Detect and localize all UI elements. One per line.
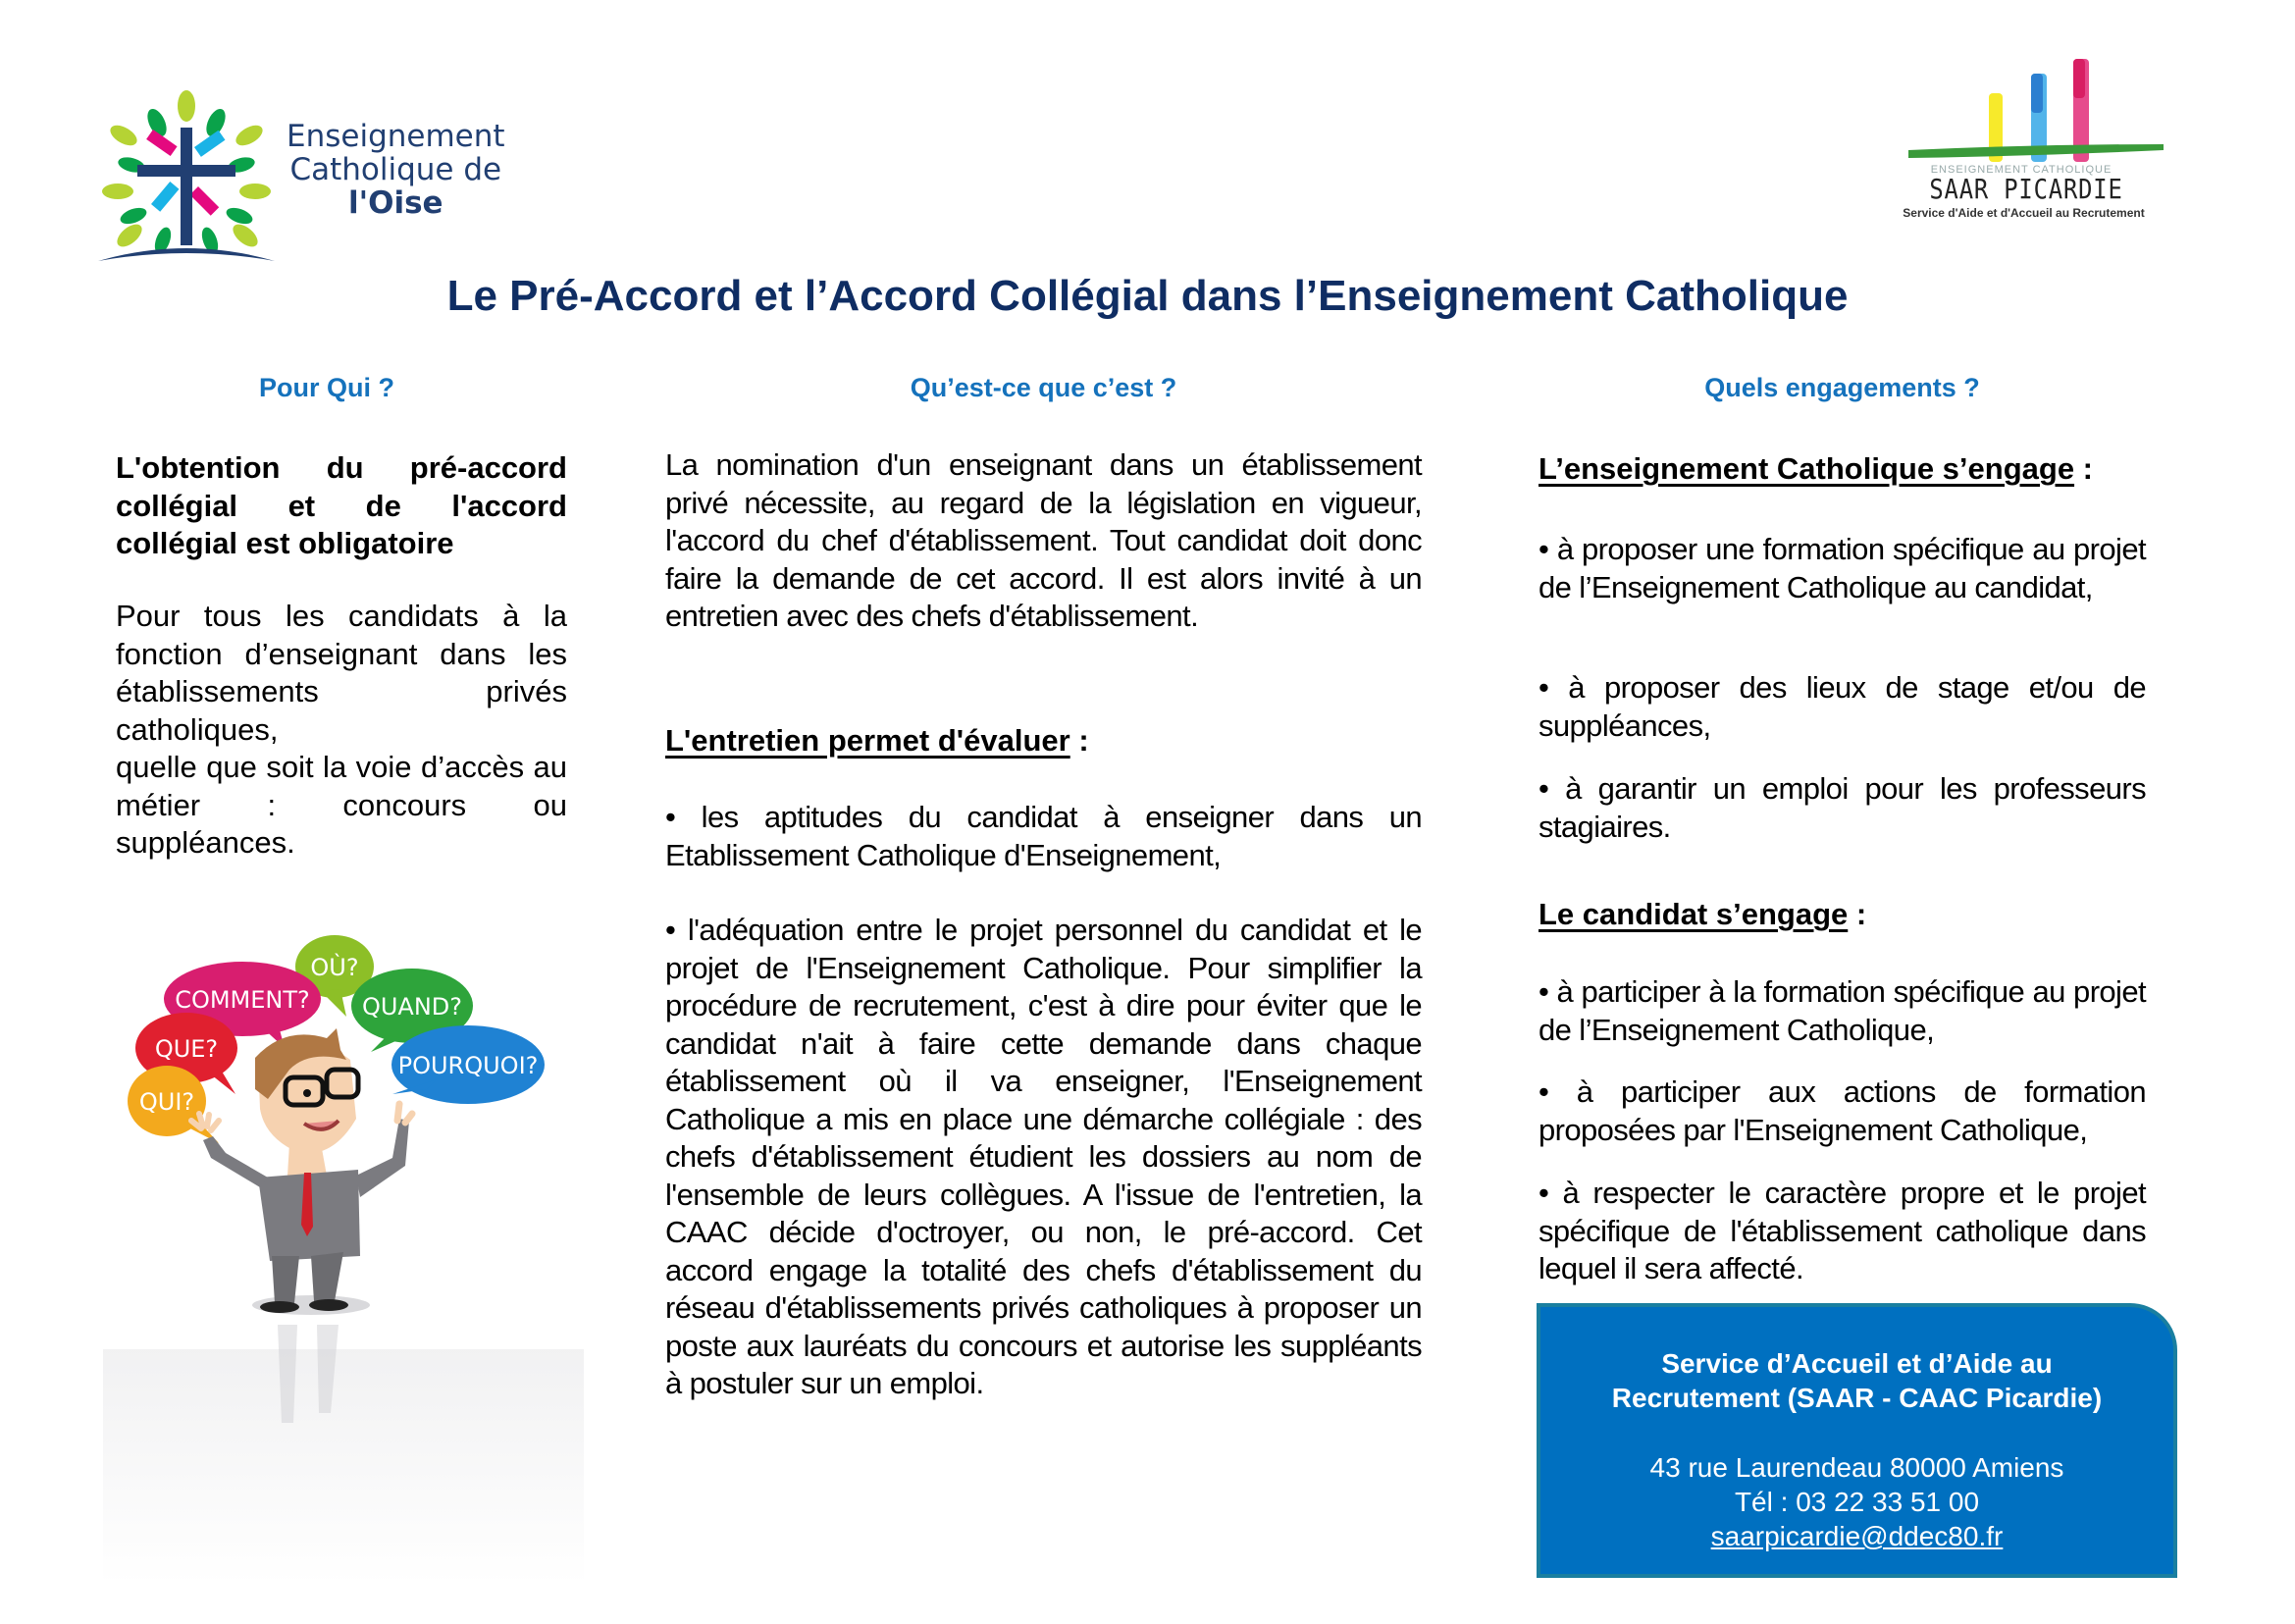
contact-org-line-1: Service d’Accueil et d’Aide au	[1661, 1348, 2053, 1379]
body-paragraph-1: Pour tous les candidats à la fonction d’enseignant dans les établissements privés catholiques,	[116, 599, 567, 747]
body-paragraph-2: quelle que soit la voie d’accès au métier : concours ou suppléances.	[116, 750, 567, 860]
heading-quels-engagements: Quels engagements ?	[1704, 373, 1980, 402]
section-enseignement-heading-text: L’enseignement Catholique s’engage	[1539, 451, 2075, 486]
logo-line-2: Catholique de	[289, 152, 502, 187]
engagement-bullet-3: • à garantir un emploi pour les professeurs stagiaires.	[1539, 771, 2146, 844]
candidat-bullet-3: • à respecter le caractère propre et le projet spécifique de l'établissement catholique dans lequel il sera affecté.	[1539, 1176, 2146, 1285]
section-enseignement-heading	[1539, 451, 2146, 487]
body-pour-qui	[116, 598, 567, 863]
bullet-aptitudes: • les aptitudes du candidat à enseigner dans un Etablissement Catholique d'Enseignement,	[665, 800, 1422, 872]
bubble-ou: OÙ?	[310, 954, 359, 981]
logo-enseignement-catholique-oise	[88, 79, 520, 265]
heading-quest-ce-que-cest: Qu’est-ce que c’est ?	[910, 373, 1177, 402]
contact-details	[1540, 1450, 2173, 1553]
contact-organization	[1540, 1346, 2173, 1415]
questions-illustration	[93, 913, 594, 1619]
logo-line-3: l'Oise	[347, 185, 443, 221]
contact-box	[1537, 1303, 2177, 1578]
section-enseignement-heading-colon: :	[2074, 451, 2093, 486]
bubble-comment: COMMENT?	[175, 986, 310, 1014]
saar-subtitle: Service d'Aide et d'Accueil au Recrutement	[1903, 206, 2145, 220]
logo-text	[287, 120, 505, 220]
contact-address: 43 rue Laurendeau 80000 Amiens	[1649, 1452, 2064, 1483]
engagement-bullet-2: • à proposer des lieux de stage et/ou de suppléances,	[1539, 670, 2146, 743]
section-candidat-heading-colon: :	[1848, 897, 1867, 931]
subheading-entretien-colon: :	[1069, 723, 1089, 758]
lead-obligatoire: L'obtention du pré-accord collégial et de l'accord collégial est obligatoire	[116, 450, 567, 560]
tree-cross-logo-icon	[88, 79, 285, 265]
bullet-adequation: • l'adéquation entre le projet personnel du candidat et le projet de l'Enseignement Catholique. Pour simplifier la procédure de recrutement, c'est à dire pour éviter que le candidat n'ait à faire cette demande dans chaque établissement où il va enseigner, l'Enseignement Catholique a mis en place une démarche collégiale : des chefs d'établissement étudient les dossiers au nom de l'ensemble de leurs collègues. A l'issue de l'entretien, la CAAC décide d'octroyer, ou non, le pré-accord. Cet accord engage la totalité des chefs d'établissement du réseau d'établissements privés catholiques à proposer un poste aux lauréats du concours et autorise les suppléants à postuler sur un emploi.	[665, 913, 1422, 1400]
heading-pour-qui: Pour Qui ?	[259, 373, 394, 402]
saar-top-text: ENSEIGNEMENT CATHOLIQUE	[1930, 164, 2112, 176]
engagement-bullet-1: • à proposer une formation spécifique au projet de l’Enseignement Catholique au candidat,	[1539, 532, 2146, 604]
bubble-pourquoi: POURQUOI?	[397, 1052, 539, 1079]
contact-org-line-2: Recrutement (SAAR - CAAC Picardie)	[1611, 1383, 2103, 1413]
bubble-que: QUE?	[154, 1035, 219, 1063]
bubble-qui: QUI?	[138, 1088, 195, 1116]
man-with-question-bubbles-icon	[93, 913, 594, 1619]
candidat-bullet-1: • à participer à la formation spécifique au projet de l’Enseignement Catholique,	[1539, 974, 2146, 1047]
contact-phone: Tél : 03 22 33 51 00	[1734, 1487, 1980, 1517]
saar-color-bars-icon	[1889, 54, 2173, 167]
section-candidat-heading-text: Le candidat s’engage	[1539, 897, 1849, 931]
page-title: Le Pré-Accord et l’Accord Collégial dans l’Enseignement Catholique	[446, 272, 1849, 320]
subheading-entretien-text: L'entretien permet d'évaluer	[665, 723, 1070, 758]
candidat-bullet-2: • à participer aux actions de formation proposées par l'Enseignement Catholique,	[1539, 1074, 2146, 1147]
logo-saar-picardie	[1889, 54, 2173, 226]
section-candidat-heading	[1539, 897, 2146, 932]
contact-email-link[interactable]: saarpicardie@ddec80.fr	[1710, 1521, 2004, 1551]
subheading-entretien	[665, 723, 1422, 759]
logo-line-1: Enseignement	[287, 119, 505, 154]
saar-name: SAAR PICARDIE	[1929, 173, 2123, 205]
bubble-quand: QUAND?	[361, 993, 463, 1021]
intro-paragraph: La nomination d'un enseignant dans un établissement privé nécessite, au regard de la législation en vigueur, l'accord du chef d'établissement. Tout candidat doit donc faire la demande de cet accord. Il est alors invité à un entretien avec des chefs d'établissement.	[665, 447, 1422, 633]
